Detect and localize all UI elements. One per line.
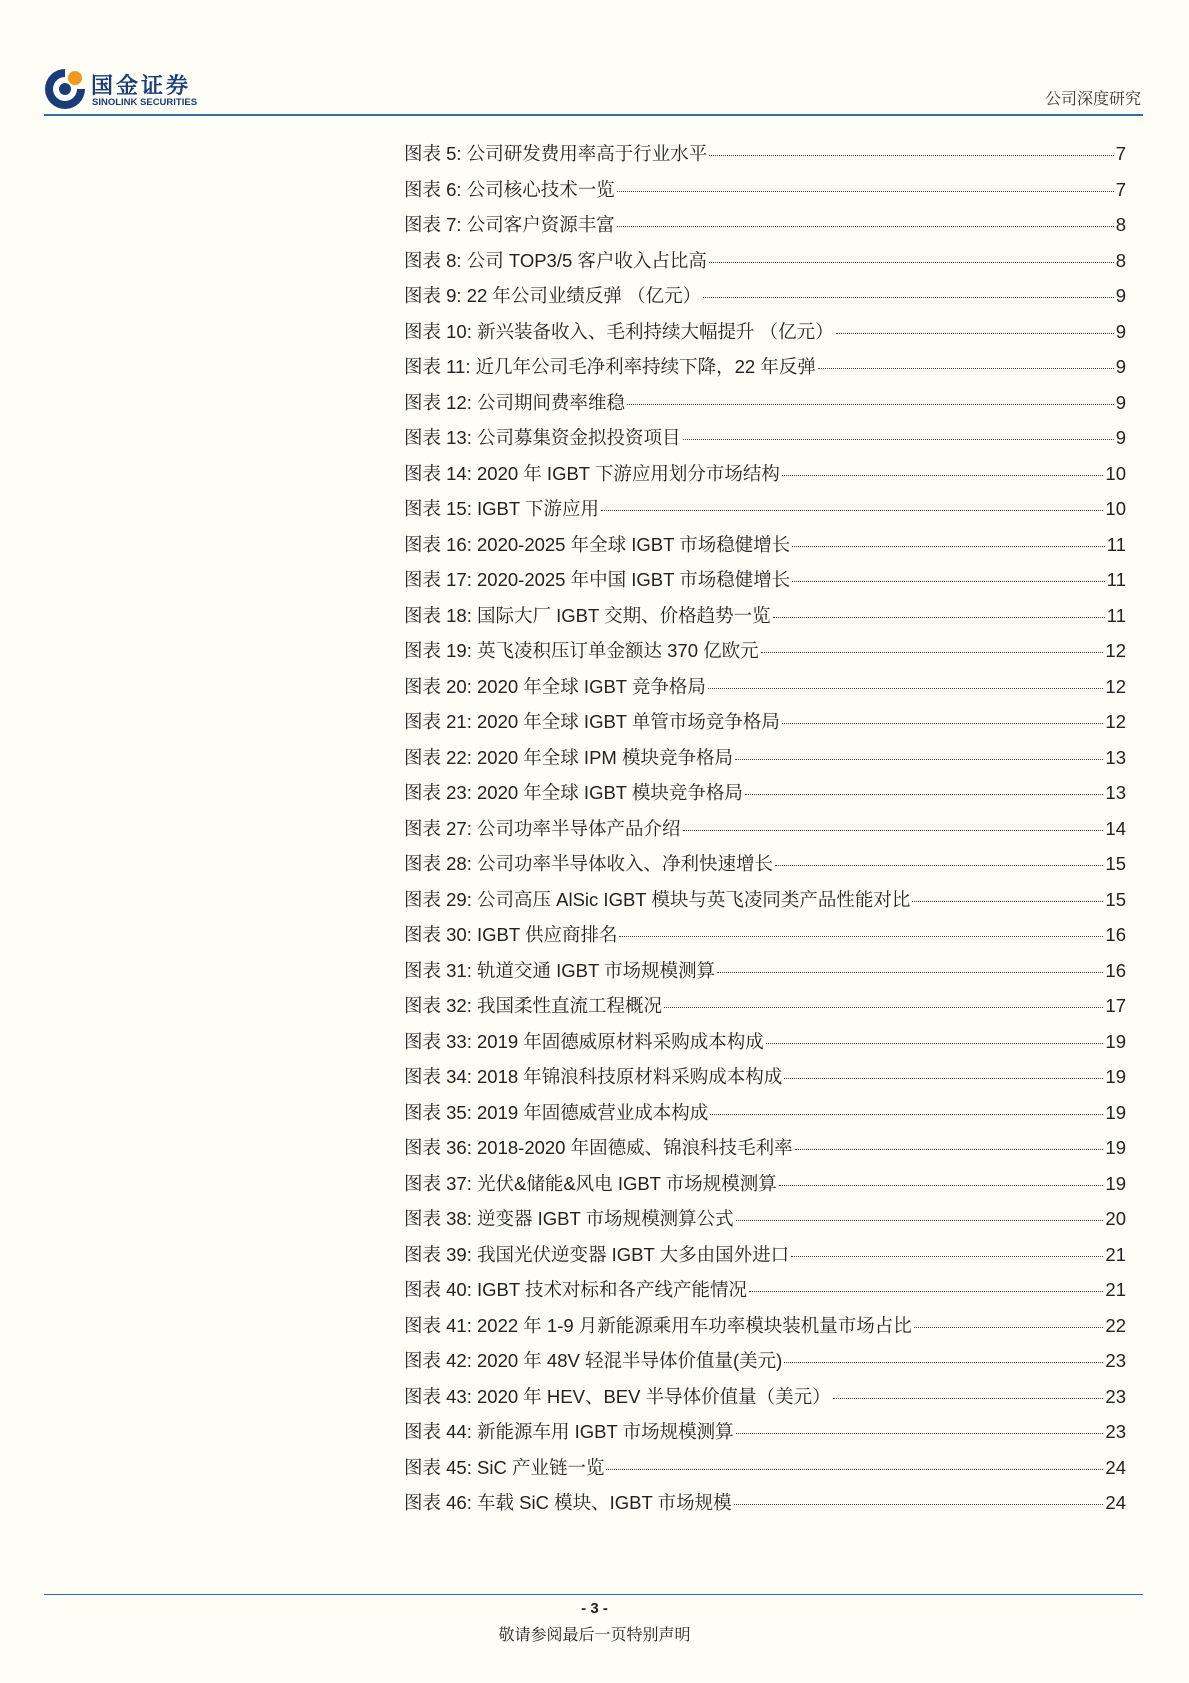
toc-entry-title: 图表 32: 我国柔性直流工程概况	[404, 995, 662, 1016]
toc-dot-leader	[708, 688, 1104, 689]
toc-entry[interactable]	[404, 176, 1126, 212]
toc-entry-page: 21	[1105, 1243, 1126, 1265]
toc-entry-page: 16	[1105, 924, 1126, 945]
toc-entry-page: 7	[1115, 178, 1126, 200]
toc-entry[interactable]	[404, 1205, 1126, 1241]
toc-entry-page: 20	[1105, 1208, 1126, 1229]
toc-entry-title: 图表 44: 新能源车用 IGBT 市场规模测算	[404, 1421, 734, 1442]
toc-entry-title: 图表 34: 2018 年锦浪科技原材料采购成本构成	[404, 1066, 783, 1087]
toc-entry-title: 图表 45: SiC 产业链一览	[404, 1456, 605, 1478]
toc-entry[interactable]	[404, 921, 1126, 957]
page-number: - 3 -	[581, 1600, 608, 1617]
toc-entry-page: 24	[1105, 1492, 1126, 1513]
logo-english-name: SINOLINK SECURITIES	[92, 97, 198, 108]
toc-dot-leader	[664, 1007, 1103, 1008]
toc-entry[interactable]	[404, 637, 1126, 673]
toc-entry-title: 图表 18: 国际大厂 IGBT 交期、价格趋势一览	[404, 604, 771, 626]
logo-chinese-name: 国金证券	[91, 74, 192, 99]
toc-dot-leader	[736, 1220, 1104, 1221]
toc-entry-page: 13	[1105, 782, 1126, 803]
toc-dot-leader	[683, 830, 1104, 831]
toc-entry-title: 图表 21: 2020 年全球 IGBT 单管市场竞争格局	[404, 711, 780, 732]
toc-dot-leader	[775, 865, 1103, 866]
toc-entry-title: 图表 12: 公司期间费率维稳	[404, 391, 625, 413]
toc-entry-title: 图表 15: IGBT 下游应用	[404, 498, 599, 519]
toc-entry-title: 图表 31: 轨道交通 IGBT 市场规模测算	[404, 959, 716, 981]
toc-entry-page: 21	[1105, 1279, 1126, 1300]
toc-dot-leader	[606, 1469, 1103, 1470]
toc-entry-page: 19	[1105, 1172, 1126, 1194]
toc-dot-leader	[782, 723, 1104, 724]
toc-entry[interactable]	[404, 1241, 1126, 1277]
toc-entry-title: 图表 5: 公司研发费用率高于行业水平	[404, 143, 708, 164]
toc-entry[interactable]	[404, 1489, 1126, 1525]
toc-entry-title: 图表 43: 2020 年 HEV、BEV 半导体价值量（美元）	[404, 1385, 831, 1407]
toc-entry-title: 图表 40: IGBT 技术对标和各产线产能情况	[404, 1279, 747, 1300]
toc-entry-page: 15	[1105, 853, 1126, 874]
figure-index	[404, 140, 1126, 1525]
toc-entry-title: 图表 36: 2018-2020 年固德威、锦浪科技毛利率	[404, 1137, 793, 1158]
toc-entry[interactable]	[404, 282, 1126, 318]
toc-entry-page: 17	[1105, 995, 1126, 1016]
toc-entry-title: 图表 41: 2022 年 1-9 月新能源乘用车功率模块装机量市场占比	[404, 1314, 912, 1336]
toc-entry-page: 9	[1115, 427, 1126, 448]
toc-entry[interactable]	[404, 318, 1126, 354]
toc-dot-leader	[735, 759, 1103, 760]
toc-dot-leader	[709, 262, 1114, 263]
toc-entry[interactable]	[404, 886, 1126, 922]
toc-entry-page: 10	[1105, 498, 1126, 519]
toc-dot-leader	[703, 297, 1114, 298]
report-type: 公司深度研究	[1044, 89, 1141, 108]
toc-dot-leader	[619, 936, 1103, 937]
toc-entry-title: 图表 7: 公司客户资源丰富	[404, 214, 615, 235]
toc-entry[interactable]	[404, 1170, 1126, 1206]
toc-entry-page: 13	[1105, 746, 1126, 768]
toc-entry[interactable]	[404, 247, 1126, 283]
toc-entry[interactable]	[404, 1276, 1126, 1312]
toc-entry[interactable]	[404, 1383, 1126, 1419]
toc-entry-page: 24	[1105, 1456, 1126, 1478]
toc-entry-title: 图表 28: 公司功率半导体收入、净利快速增长	[404, 853, 773, 874]
footer-divider	[44, 1594, 1143, 1595]
toc-entry[interactable]	[404, 1063, 1126, 1099]
toc-entry-title: 图表 8: 公司 TOP3/5 客户收入占比高	[404, 249, 707, 271]
toc-dot-leader	[782, 475, 1104, 476]
toc-entry[interactable]	[404, 531, 1126, 567]
toc-entry[interactable]	[404, 744, 1126, 780]
toc-entry-page: 16	[1105, 959, 1126, 981]
toc-entry-title: 图表 14: 2020 年 IGBT 下游应用划分市场结构	[404, 462, 780, 484]
toc-entry-page: 23	[1105, 1350, 1126, 1371]
toc-entry-title: 图表 19: 英飞凌积压订单金额达 370 亿欧元	[404, 640, 759, 661]
toc-dot-leader	[710, 1114, 1103, 1115]
toc-entry-page: 9	[1115, 320, 1126, 342]
toc-dot-leader	[914, 1327, 1104, 1328]
toc-dot-leader	[717, 972, 1103, 973]
toc-entry[interactable]	[404, 1099, 1126, 1135]
toc-entry[interactable]	[404, 566, 1126, 602]
toc-dot-leader	[709, 155, 1113, 156]
toc-entry[interactable]	[404, 389, 1126, 425]
toc-entry-page: 12	[1105, 640, 1126, 661]
toc-entry-title: 图表 23: 2020 年全球 IGBT 模块竞争格局	[404, 782, 743, 803]
toc-dot-leader	[617, 226, 1114, 227]
toc-entry[interactable]	[404, 1134, 1126, 1170]
toc-entry[interactable]	[404, 673, 1126, 709]
toc-dot-leader	[836, 333, 1114, 334]
toc-dot-leader	[683, 439, 1114, 440]
toc-entry-page: 23	[1105, 1421, 1126, 1442]
toc-entry-page: 23	[1105, 1385, 1126, 1407]
toc-dot-leader	[791, 1256, 1103, 1257]
toc-entry-title: 图表 37: 光伏&储能&风电 IGBT 市场规模测算	[404, 1172, 777, 1194]
toc-dot-leader	[779, 1185, 1104, 1186]
toc-entry-page: 19	[1105, 1066, 1126, 1087]
toc-entry[interactable]	[404, 424, 1126, 460]
toc-entry-title: 图表 11: 近几年公司毛净利率持续下降，22 年反弹	[404, 356, 816, 377]
toc-dot-leader	[734, 1504, 1104, 1505]
toc-entry-page: 7	[1115, 143, 1126, 164]
toc-dot-leader	[792, 546, 1105, 547]
toc-entry-title: 图表 6: 公司核心技术一览	[404, 178, 615, 200]
toc-dot-leader	[749, 1291, 1103, 1292]
toc-entry-title: 图表 16: 2020-2025 年全球 IGBT 市场稳健增长	[404, 533, 791, 555]
disclaimer: 敬请参阅最后一页特别声明	[498, 1625, 691, 1644]
toc-entry-title: 图表 35: 2019 年固德威营业成本构成	[404, 1101, 709, 1123]
toc-entry-title: 图表 22: 2020 年全球 IPM 模块竞争格局	[404, 746, 733, 768]
toc-dot-leader	[784, 1078, 1103, 1079]
toc-entry-page: 11	[1106, 604, 1126, 626]
toc-entry[interactable]	[404, 850, 1126, 886]
toc-entry-title: 图表 27: 公司功率半导体产品介绍	[404, 817, 681, 839]
toc-entry[interactable]	[404, 779, 1126, 815]
toc-entry-page: 8	[1115, 214, 1126, 235]
toc-dot-leader	[736, 1433, 1104, 1434]
toc-entry-page: 22	[1105, 1314, 1126, 1336]
header-divider	[44, 114, 1143, 116]
toc-entry[interactable]	[404, 1347, 1126, 1383]
toc-entry-page: 11	[1106, 533, 1126, 555]
toc-dot-leader	[745, 794, 1104, 795]
toc-entry-title: 图表 10: 新兴装备收入、毛利持续大幅提升 （亿元）	[404, 320, 834, 342]
toc-entry-page: 19	[1105, 1030, 1126, 1052]
toc-entry-page: 9	[1115, 391, 1126, 413]
toc-entry[interactable]	[404, 708, 1126, 744]
toc-entry-title: 图表 46: 车载 SiC 模块、IGBT 市场规模	[404, 1492, 732, 1513]
toc-entry[interactable]	[404, 460, 1126, 496]
toc-dot-leader	[792, 581, 1105, 582]
toc-entry[interactable]	[404, 140, 1126, 176]
toc-dot-leader	[833, 1398, 1104, 1399]
toc-dot-leader	[627, 404, 1114, 405]
toc-dot-leader	[784, 1362, 1103, 1363]
toc-entry[interactable]	[404, 957, 1126, 993]
toc-entry-title: 图表 30: IGBT 供应商排名	[404, 924, 618, 945]
toc-entry-page: 11	[1106, 569, 1126, 590]
toc-entry-page: 14	[1105, 817, 1126, 839]
toc-entry-page: 9	[1115, 356, 1126, 377]
toc-entry-page: 19	[1105, 1137, 1126, 1158]
sinolink-logo-icon	[44, 68, 86, 110]
toc-entry[interactable]	[404, 211, 1126, 247]
toc-entry-title: 图表 33: 2019 年固德威原材料采购成本构成	[404, 1030, 764, 1052]
toc-dot-leader	[766, 1043, 1104, 1044]
toc-dot-leader	[773, 617, 1105, 618]
toc-entry-page: 9	[1115, 285, 1126, 306]
toc-entry-page: 8	[1115, 249, 1126, 271]
toc-entry-title: 图表 9: 22 年公司业绩反弹 （亿元）	[404, 285, 702, 306]
toc-dot-leader	[601, 510, 1103, 511]
toc-entry-title: 图表 39: 我国光伏逆变器 IGBT 大多由国外进口	[404, 1243, 790, 1265]
toc-entry-page: 19	[1105, 1101, 1126, 1123]
toc-dot-leader	[818, 368, 1114, 369]
toc-entry-page: 12	[1105, 711, 1126, 732]
toc-dot-leader	[761, 652, 1104, 653]
toc-entry[interactable]	[404, 495, 1126, 531]
toc-entry-page: 12	[1105, 675, 1126, 697]
toc-entry-title: 图表 20: 2020 年全球 IGBT 竞争格局	[404, 675, 706, 697]
company-logo	[44, 68, 220, 110]
toc-entry[interactable]	[404, 992, 1126, 1028]
toc-entry[interactable]	[404, 815, 1126, 851]
toc-dot-leader	[912, 901, 1103, 902]
toc-entry[interactable]	[404, 1028, 1126, 1064]
toc-dot-leader	[617, 191, 1114, 192]
toc-entry-title: 图表 42: 2020 年 48V 轻混半导体价值量(美元)	[404, 1350, 783, 1371]
toc-entry-title: 图表 38: 逆变器 IGBT 市场规模测算公式	[404, 1208, 734, 1229]
toc-entry[interactable]	[404, 1418, 1126, 1454]
toc-entry-title: 图表 29: 公司高压 AlSic IGBT 模块与英飞凌同类产品性能对比	[404, 888, 911, 910]
toc-entry-title: 图表 17: 2020-2025 年中国 IGBT 市场稳健增长	[404, 569, 791, 590]
toc-entry[interactable]	[404, 353, 1126, 389]
toc-dot-leader	[795, 1149, 1104, 1150]
toc-entry-page: 10	[1105, 462, 1126, 484]
toc-entry[interactable]	[404, 1454, 1126, 1490]
toc-entry-page: 15	[1105, 888, 1126, 910]
toc-entry-title: 图表 13: 公司募集资金拟投资项目	[404, 427, 681, 448]
toc-entry[interactable]	[404, 602, 1126, 638]
toc-entry[interactable]	[404, 1312, 1126, 1348]
